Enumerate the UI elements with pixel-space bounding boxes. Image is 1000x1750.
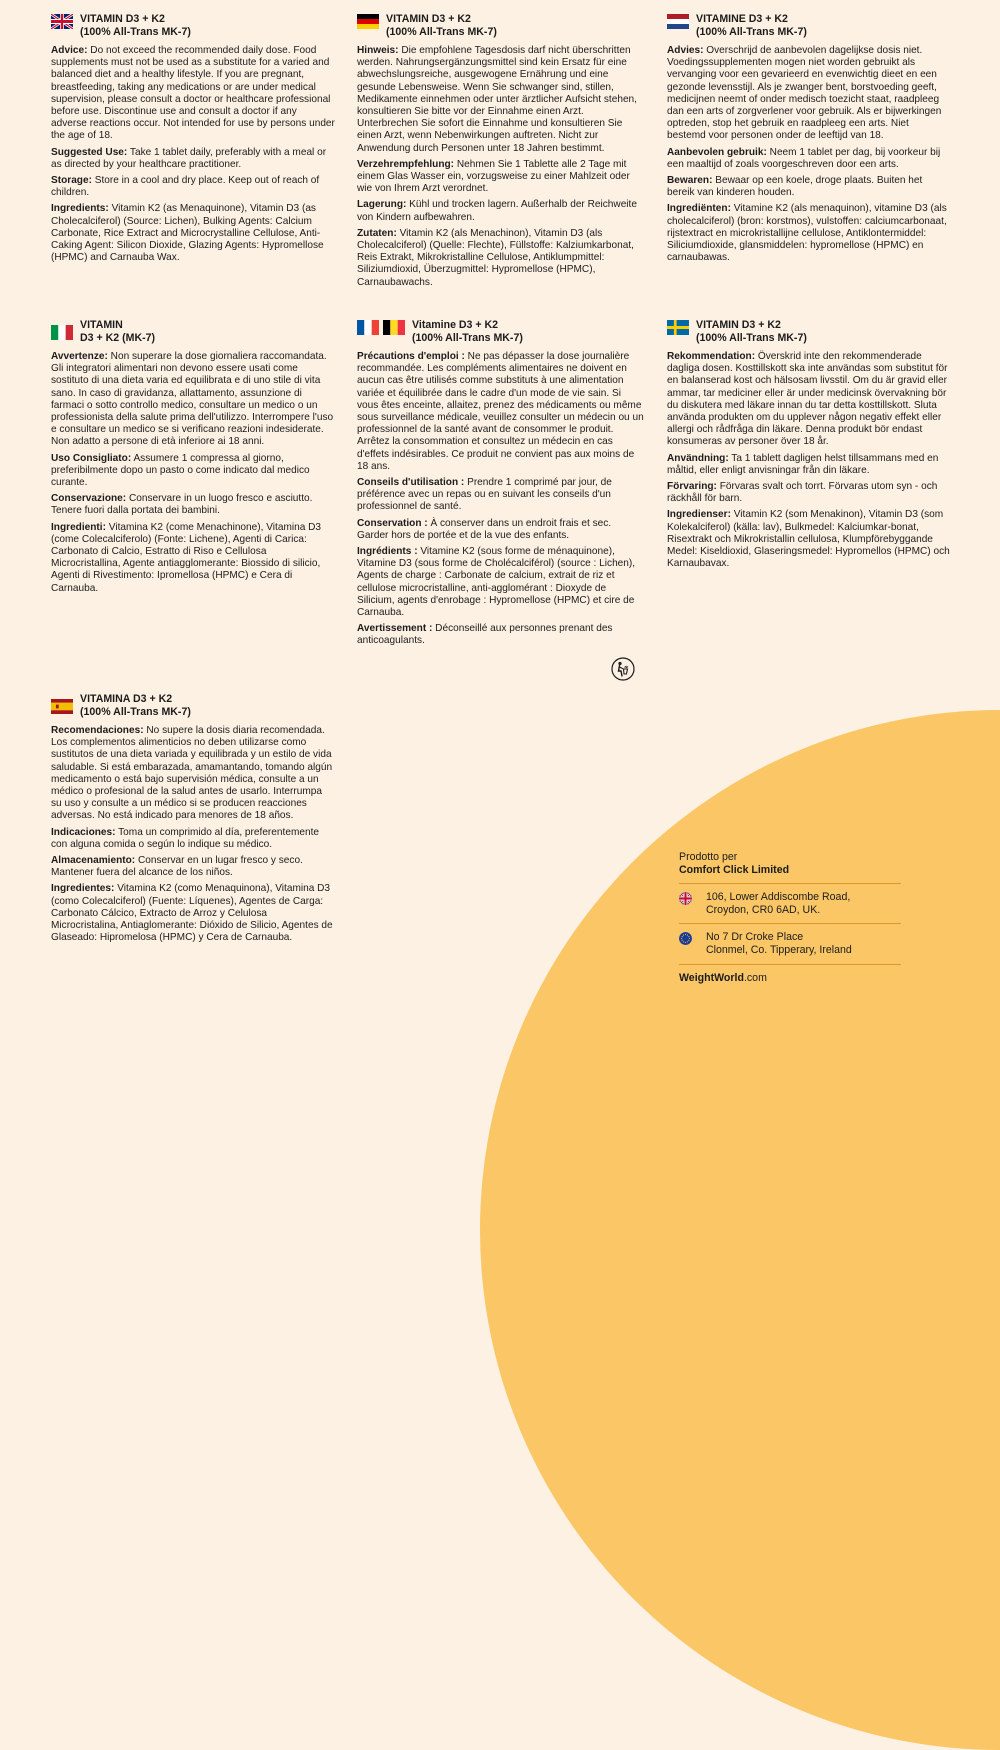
flag-de-icon — [357, 14, 379, 29]
info-paragraph — [51, 203, 335, 264]
flag-nl-icon — [667, 14, 689, 29]
section-english — [51, 13, 335, 268]
paragraph-label: Avvertenze: — [51, 351, 108, 362]
ie-address-line2: Clonmel, Co. Tipperary, Ireland — [706, 943, 852, 956]
paragraph-text: Vitamine K2 (sous forme de ménaquinone), Vitamine D3 (sous forme de Cholécalciférol) (source : Lichen), Agents de charge : Carbonate de calcium, extrait de riz et cellulose microcristalline, anti-agglomérant : Dioxyde de Silicium, agents d'enrobage : Hypromellose (HPMC) et cire de Carnauba. — [357, 546, 636, 619]
section-title: VITAMINA D3 + K2 (100% All-Trans MK-7) — [80, 693, 191, 718]
ie-address — [679, 931, 901, 956]
info-paragraph — [667, 351, 951, 449]
paragraph-text: Die empfohlene Tagesdosis darf nicht überschritten werden. Nahrungsergänzungsmittel sind kein Ersatz für eine abwechslungsreiche, ausgewogene Ernährung und eine gesunde Lebensweise. Wenn Sie schwanger sind, stillen, Medikamente einnehmen oder unter ärztlicher Aufsicht stehen, konsultieren Sie bitte vor der Einnahme einen Arzt. Unterbrechen Sie sofort die Einnahme und konsultieren Sie einen Arzt, wenn Nebenwirkungen auftreten. Nicht zur Anwendung durch Personen unter 18 Jahren bestimmt. — [357, 45, 637, 154]
paragraph-text: À conserver dans un endroit frais et sec. Garder hors de portée et de la vue des enfants. — [357, 517, 612, 541]
paragraph-label: Uso Consigliato: — [51, 452, 132, 464]
section-header — [357, 319, 644, 344]
paragraph-label: Verzehrempfehlung: — [357, 158, 455, 170]
section-header — [51, 13, 335, 38]
section-body — [51, 45, 335, 264]
section-title: VITAMINE D3 + K2 (100% All-Trans MK-7) — [696, 13, 807, 38]
uk-address-line2: Croydon, CR0 6AD, UK. — [706, 903, 821, 916]
flag-es-icon — [51, 699, 73, 714]
paragraph-text: Non superare la dose giornaliera raccomandata. Gli integratori alimentari non devono essere usati come sostituto di una dieta varia ed equilibrata e di uno stile di vita sano. In caso di gravidanza, allattamento, assunzione di farmaci o sotto controllo medico, consultare un medico o un professionista della salute prima dell'utilizzo. Interrompere l'uso e consultare un medico se si verificano reazioni indesiderate. Non adatto a persone di età inferiore ai 18 anni. — [51, 351, 334, 448]
paragraph-text: Store in a cool and dry place. Keep out of reach of children. — [51, 175, 320, 199]
paragraph-text: Déconseillé aux personnes prenant des anticoagulants. — [357, 623, 613, 647]
section-title: VITAMIN D3 + K2 (100% All-Trans MK-7) — [80, 13, 191, 38]
paragraph-label: Ingredientes: — [51, 883, 115, 895]
section-header — [51, 319, 335, 344]
paragraph-label: Advies: — [667, 45, 704, 56]
brand-website: WeightWorld.com — [679, 971, 767, 984]
info-paragraph — [357, 546, 644, 619]
divider — [679, 964, 901, 965]
paragraph-text: Ne pas dépasser la dose journalière recommandée. Les compléments alimentaires ne doivent en aucun cas être utilisés comme substituts à une alimentation variée et équilibrée dans le cadre d'un mode de vie sain. Si vous êtes enceinte, allaitez, prenez des médicaments ou même sous surveillance médicale, veuillez consulter un médecin ou un professionnel de la santé avant de consommer le produit. Arrêtez la consommation et consultez un médecin en cas d'effets indésirables. Ce produit ne convient pas aux moins de 18 ans. — [357, 351, 644, 472]
paragraph-label: Conservazione: — [51, 493, 127, 505]
paragraph-label: Conseils d'utilisation : — [357, 477, 465, 489]
info-paragraph — [51, 855, 335, 879]
paragraph-text: No supere la dosis diaria recomendada. Los complementos alimenticios no deben utilizarse como sustitutos de una dieta variada y equilibrada y un estilo de vida saludable. Si está embarazada, amamantando, tomando algún medicamento o está bajo supervisión médica, consulte a un médico o profesional de la salud antes de usarlo. Interrumpa su uso y consulte a un médico si se producen reacciones adversas. No está indicado para menores de 18 años. — [51, 725, 333, 822]
paragraph-label: Advice: — [51, 45, 88, 56]
paragraph-text: Nehmen Sie 1 Tablette alle 2 Tage mit einem Glas Wasser ein, vorzugsweise zu einer Mahlzeit oder wie von Ihrem Arzt verordnet. — [357, 158, 630, 195]
section-title: VITAMIN D3 + K2 (MK-7) — [80, 319, 156, 344]
info-paragraph — [357, 45, 638, 155]
section-body — [51, 725, 335, 944]
paragraph-label: Lagerung: — [357, 199, 407, 211]
paragraph-text: Toma un comprimido al día, preferentemente con alguna comida o según lo indique su médico. — [51, 826, 319, 850]
info-paragraph — [667, 175, 949, 199]
info-paragraph — [51, 883, 335, 944]
divider — [679, 883, 901, 884]
paragraph-text: Neem 1 tablet per dag, bij voorkeur bij een maaltijd of zoals voorgeschreven door een arts. — [667, 146, 941, 170]
paragraph-text: Vitamin K2 (als Menachinon), Vitamin D3 (als Cholecalciferol) (Quelle: Flechte), Füllstoffe: Kalziumkarbonat, Reis Extrakt, Mikrokristalline Cellulose, Antiklumpmittel: Siliziumdioxid, Überzugmittel: Hypromellose (HPMC), Carnaubawachs. — [357, 227, 634, 288]
info-paragraph — [667, 509, 951, 570]
recycle-icon — [611, 657, 635, 681]
section-body — [357, 45, 638, 289]
section-german — [357, 13, 638, 293]
section-header — [667, 13, 949, 38]
paragraph-text: Conservar en un lugar fresco y seco. Mantener fuera del alcance de los niños. — [51, 855, 303, 879]
paragraph-label: Ingredienser: — [667, 509, 731, 521]
info-paragraph — [51, 351, 335, 449]
paragraph-label: Förvaring: — [667, 481, 717, 493]
paragraph-text: Vitamina K2 (come Menachinone), Vitamina D3 (come Colecalciferolo) (Fonte: Lichene), Agenti di Carica: Carbonato di Calcio, Estratto di Riso e Cellulosa Microcristallina, Agente antiagglomerante: Biossido di silicio, Agenti di Rivestimento: Ipromellosa (HPMC) e Cera di Carnauba. — [51, 521, 322, 594]
flag-fr-icon — [357, 320, 379, 335]
section-header — [667, 319, 951, 344]
section-title: Vitamine D3 + K2 (100% All-Trans MK-7) — [412, 319, 523, 344]
paragraph-text: Vitamin K2 (as Menaquinone), Vitamin D3 (as Cholecalciferol) (Source: Lichen), Bulking Agents: Calcium Carbonate, Rice Extract and Microcrystalline Cellulose, Anti-Caking Agent: Silicon Dioxide, Glazing Agents: Hypromellose (HPMC) and Carnauba Wax. — [51, 203, 324, 264]
section-swedish — [667, 319, 951, 574]
paragraph-text: Förvaras svalt och torrt. Förvaras utom syn - och räckhåll för barn. — [667, 481, 938, 505]
uk-address-line1: 106, Lower Addiscombe Road, — [706, 891, 851, 904]
section-body — [357, 351, 644, 648]
info-paragraph — [51, 45, 335, 143]
info-paragraph — [51, 147, 335, 171]
paragraph-label: Rekommendation: — [667, 351, 756, 362]
flag-se-icon — [667, 320, 689, 335]
info-paragraph — [51, 725, 335, 823]
section-body — [51, 351, 335, 595]
divider — [679, 923, 901, 924]
manufacturer-label: Prodotto per — [679, 851, 738, 863]
manufacturer-company: Comfort Click Limited — [679, 863, 790, 876]
info-paragraph — [51, 453, 335, 490]
section-body — [667, 351, 951, 570]
flag-be-icon — [383, 320, 405, 335]
section-title: VITAMIN D3 + K2 (100% All-Trans MK-7) — [696, 319, 807, 344]
paragraph-label: Ingrédients : — [357, 546, 418, 558]
info-paragraph — [667, 45, 949, 143]
info-paragraph — [667, 203, 949, 264]
flag-eu-icon — [679, 932, 692, 945]
info-paragraph — [357, 199, 638, 223]
paragraph-label: Indicaciones: — [51, 826, 116, 838]
section-header — [51, 693, 335, 718]
section-dutch — [667, 13, 949, 268]
paragraph-label: Précautions d'emploi : — [357, 351, 465, 362]
paragraph-label: Ingredients: — [51, 203, 109, 215]
paragraph-label: Zutaten: — [357, 227, 397, 239]
paragraph-label: Storage: — [51, 175, 92, 187]
info-paragraph — [357, 159, 638, 196]
paragraph-text: Do not exceed the recommended daily dose. Food supplements must not be used as a substitute for a varied and balanced diet and a healthy lifestyle. If you are pregnant, breastfeeding, taking any medications or are under medical supervision, please consult a doctor or healthcare professional before use. Discontinue use and consult a doctor if any adverse reactions occur. Not intended for use by persons under the age of 18. — [51, 45, 335, 142]
paragraph-text: Vitamin K2 (som Menakinon), Vitamin D3 (som Kolekalciferol) (källa: lav), Bulkmedel: Kalciumkar-bonat, Risextrakt och Mikrokristallin cellulosa, Klumpförebyggande Medel: Kiseldioxid, Glaseringsmedel: Hypromellos (HPMC) och Karnaubavax. — [667, 509, 950, 570]
paragraph-text: Vitamine K2 (als menaquinon), vitamine D3 (als cholecalciferol) (bron: korstmos), vulstoffen: calciumcarbonaat, rijstextract en microkristallijne cellulose, Antiklontermiddel: Siliciumdioxide, glansmiddelen: hypromellose (HPMC) en carnaubawas. — [667, 203, 947, 264]
ie-address-line1: No 7 Dr Croke Place — [706, 931, 804, 944]
info-paragraph — [357, 623, 644, 647]
paragraph-text: Bewaar op een koele, droge plaats. Buiten het bereik van kinderen houden. — [667, 175, 923, 199]
info-paragraph — [357, 228, 638, 289]
paragraph-text: Overschrijd de aanbevolen dagelijkse dosis niet. Voedingssupplementen mogen niet worden gebruikt als vervanging voor een gevarieerd en evenwichtig dieet en een gezonde levensstijl. Als je zwanger bent, borstvoeding geeft, medicijnen neemt of onder medisch toezicht staat, raadpleeg dan een arts of zorgverlener voor gebruik. Als er bijwerkingen optreden, stop het gebruik en raadpleeg een arts. Niet bestemd voor personen onder de leeftijd van 18. — [667, 45, 942, 142]
uk-address — [679, 891, 901, 916]
paragraph-text: Överskrid inte den rekommenderade dagliga dosen. Kosttillskott ska inte användas som substitut för en balanserad kost och hälsosam livsstil. Om du är gravid eller ammar, tar mediciner eller är under medicinsk övervakning bör du diskutera med läkare innan du tar detta kosttillskott. Sluta använda produkten om du upplever någon negativ effekt eller allergi och rådfråga din läkare. Denna produkt bör endast konsumeras av personer över 18 år. — [667, 351, 948, 448]
section-italian — [51, 319, 335, 599]
paragraph-text: Prendre 1 comprimé par jour, de préférence avec un repas ou en suivant les conseils d'un professionnel de santé. — [357, 477, 612, 513]
paragraph-label: Suggested Use: — [51, 146, 128, 158]
info-paragraph — [357, 518, 644, 542]
paragraph-label: Avertissement : — [357, 623, 433, 635]
section-header — [357, 13, 638, 38]
info-paragraph — [51, 493, 335, 517]
flag-it-icon — [51, 325, 73, 340]
paragraph-text: Vitamina K2 (como Menaquinona), Vitamina D3 (como Colecalciferol) (Fuente: Líquenes), Agentes de Carga: Carbonato Cálcico, Extracto de Arroz y Celulosa Microcristalina, Antiaglomerante: Dióxido de Silicio, Agentes de Glaseado: Hipromelosa (HPMC) y Cera de Carnauba. — [51, 883, 333, 944]
info-paragraph — [51, 175, 335, 199]
section-french — [357, 319, 644, 652]
info-paragraph — [667, 453, 951, 477]
manufacturer-info — [679, 851, 901, 984]
paragraph-label: Conservation : — [357, 517, 428, 529]
flag-uk-icon — [51, 14, 73, 29]
section-body — [667, 45, 949, 264]
info-paragraph — [357, 477, 644, 514]
paragraph-label: Ingrediënten: — [667, 203, 731, 215]
paragraph-label: Bewaren: — [667, 175, 713, 187]
paragraph-label: Recomendaciones: — [51, 725, 144, 736]
paragraph-text: Take 1 tablet daily, preferably with a meal or as directed by your healthcare practitioner. — [51, 146, 327, 170]
paragraph-label: Almacenamiento: — [51, 855, 136, 867]
paragraph-text: Kühl und trocken lagern. Außerhalb der Reichweite von Kindern aufbewahren. — [357, 199, 637, 223]
paragraph-label: Ingredienti: — [51, 521, 106, 533]
paragraph-label: Användning: — [667, 452, 729, 464]
paragraph-label: Hinweis: — [357, 45, 399, 56]
info-paragraph — [357, 351, 644, 473]
section-spanish — [51, 693, 335, 948]
info-paragraph — [667, 481, 951, 505]
info-paragraph — [51, 522, 335, 595]
info-paragraph — [51, 827, 335, 851]
section-title: VITAMIN D3 + K2 (100% All-Trans MK-7) — [386, 13, 497, 38]
paragraph-text: Assumere 1 compressa al giorno, preferibilmente dopo un pasto o come indicato dal medico curante. — [51, 452, 310, 489]
flag-uk-icon — [679, 892, 692, 905]
paragraph-text: Conservare in un luogo fresco e asciutto. Tenere fuori dalla portata dei bambini. — [51, 493, 313, 517]
paragraph-label: Aanbevolen gebruik: — [667, 146, 767, 158]
info-paragraph — [667, 147, 949, 171]
paragraph-text: Ta 1 tablett dagligen helst tillsammans med en måltid, eller enligt anvisningar från din läkare. — [667, 452, 939, 476]
